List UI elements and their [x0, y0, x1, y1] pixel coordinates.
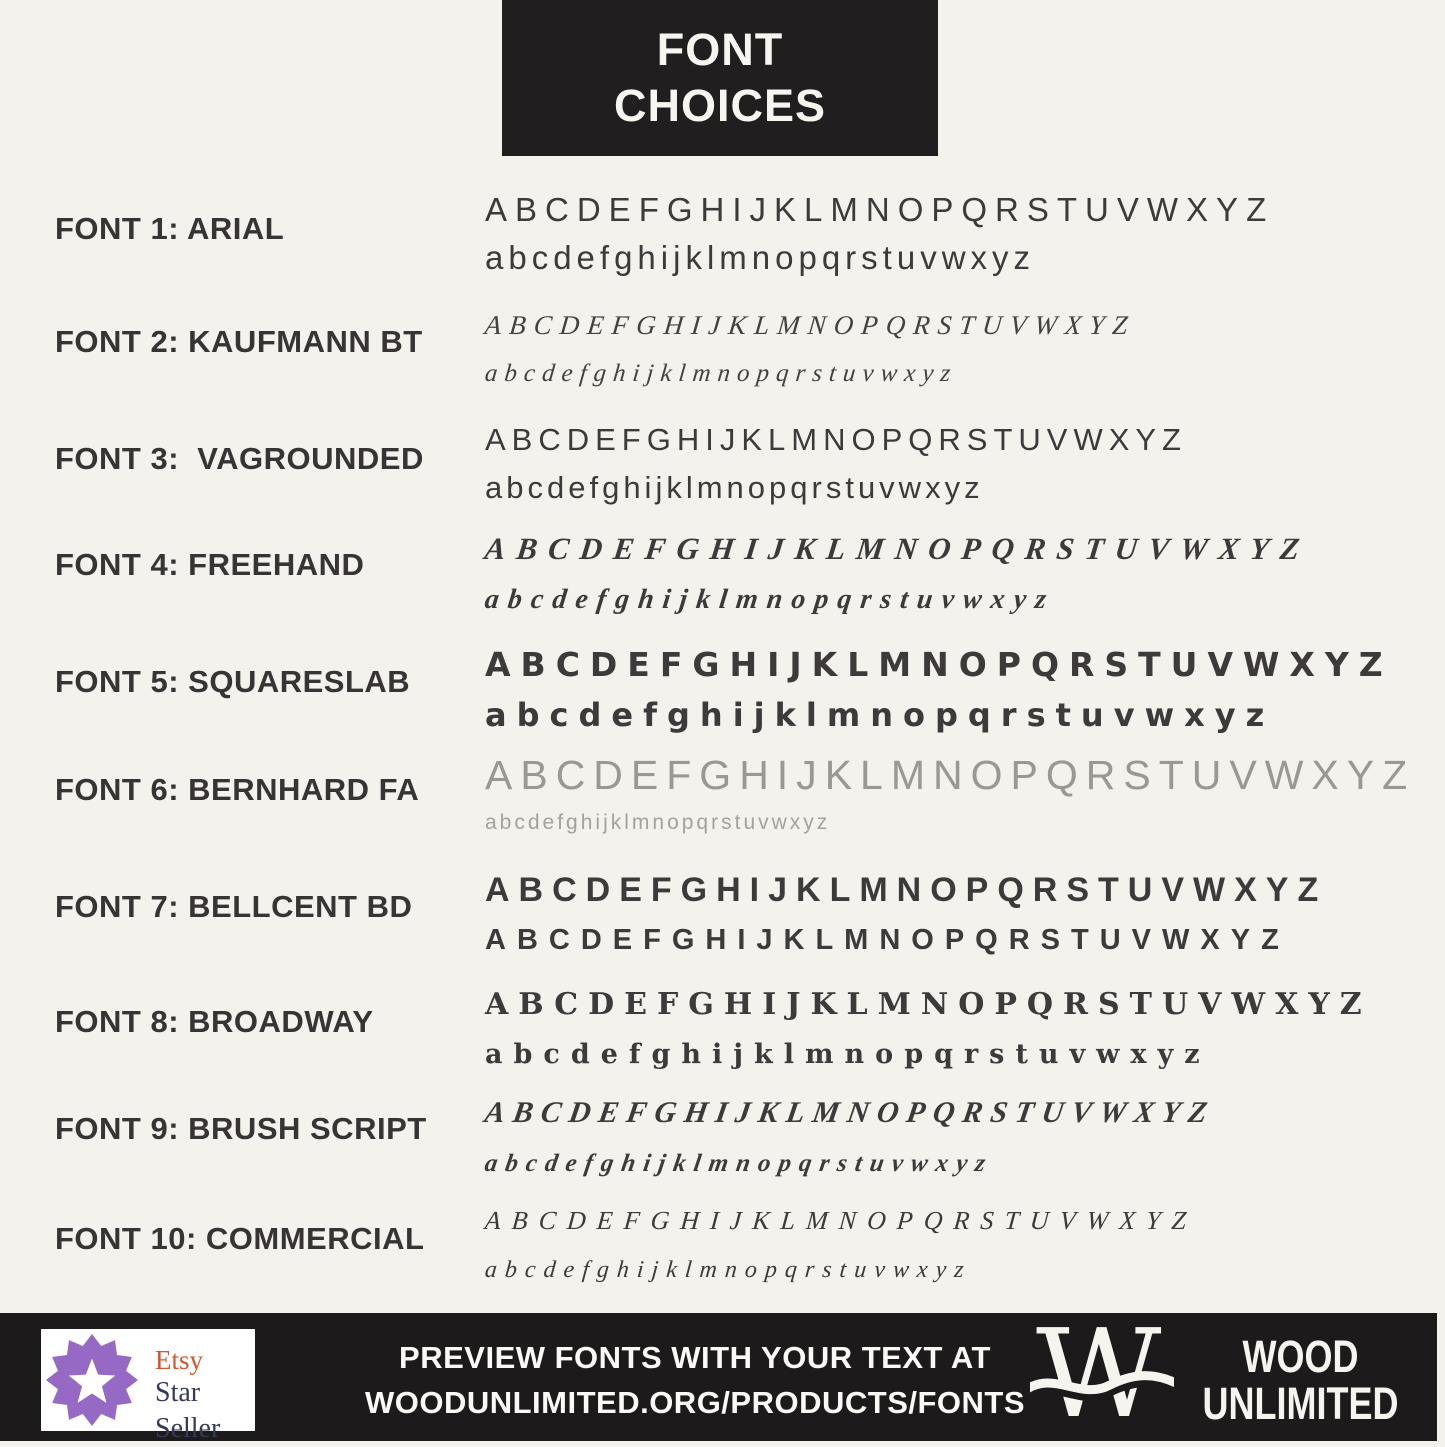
sample-uppercase: ABCDEFGHIJKLMNOPQRSTUVWXYZ	[482, 1096, 1218, 1129]
font-samples	[485, 979, 1372, 1079]
font-label: FONT 9: BRUSH SCRIPT	[55, 1111, 427, 1146]
star-seller-badge-icon	[46, 1334, 138, 1426]
wood-unlimited-wordmark	[1178, 1333, 1423, 1427]
sample-uppercase: ABCDEFGHIJKLMNOPQRSTUVWXYZ	[485, 987, 1372, 1022]
wood-unlimited-monogram	[1036, 1303, 1168, 1445]
promo-line-2: WOODUNLIMITED.ORG/PRODUCTS/FONTS	[364, 1385, 1026, 1420]
sample-lowercase: abcdefghijklmnopqrstuvwxyz	[485, 1039, 1211, 1070]
font-samples	[485, 864, 1327, 964]
wordmark-line-2: UNLIMITED	[1202, 1378, 1399, 1429]
font-samples	[483, 299, 1138, 397]
sample-lowercase: abcdefghijklmnopqrstuvwxyz	[483, 584, 1057, 615]
font-samples	[485, 416, 1187, 512]
font-samples	[485, 747, 1415, 843]
sample-lowercase: abcdefghijklmnopqrstuvwxyz	[483, 360, 959, 387]
etsy-star-seller-card	[41, 1329, 255, 1444]
title-line-2: CHOICES	[613, 80, 827, 131]
sample-uppercase: ABCDEFGHIJKLMNOPQRSTUVWXYZ	[485, 645, 1393, 684]
wordmark-line-1: WOOD	[1242, 1331, 1359, 1382]
sample-uppercase: ABCDEFGHIJKLMNOPQRSTUVWXYZ	[483, 1206, 1199, 1235]
etsy-badge-text	[155, 1345, 255, 1447]
font-label: FONT 2: KAUFMANN BT	[55, 324, 423, 359]
font-samples	[482, 522, 1313, 624]
promo-line-1: PREVIEW FONTS WITH YOUR TEXT AT	[399, 1340, 991, 1375]
font-label: FONT 10: COMMERCIAL	[55, 1221, 425, 1256]
star-seller-label: Star Seller	[155, 1377, 221, 1444]
sample-lowercase: abcdefghijklmnopqrstuvwxyz	[483, 1257, 973, 1283]
w-monogram-letter: W	[1036, 1303, 1162, 1445]
sample-lowercase: abcdefghijklmnopqrstuvwxyz	[485, 470, 984, 505]
title-banner	[502, 0, 938, 156]
footer-bar	[0, 1303, 1437, 1445]
font-samples	[482, 1086, 1218, 1188]
sample-uppercase: ABCDEFGHIJKLMNOPQRSTUVWXYZ	[485, 422, 1187, 457]
title-line-1: FONT	[656, 24, 784, 75]
sample-uppercase: ABCDEFGHIJKLMNOPQRSTUVWXYZ	[482, 531, 1313, 566]
sample-lowercase: abcdefghijklmnopqrstuvwxyz	[482, 1150, 996, 1177]
font-label: FONT 4: FREEHAND	[55, 547, 365, 582]
sample-lowercase: abcdefghijklmnopqrstuvwxyz	[485, 696, 1275, 734]
font-label: FONT 3: VAGROUNDED	[55, 441, 424, 476]
sample-uppercase: ABCDEFGHIJKLMNOPQRSTUVWXYZ	[485, 191, 1275, 228]
sample-lowercase: abcdefghijklmnopqrstuvwxyz	[485, 239, 1036, 276]
promo-text	[330, 1335, 1060, 1425]
font-label: FONT 8: BROADWAY	[55, 1004, 374, 1039]
font-label: FONT 5: SQUARESLAB	[55, 664, 411, 699]
sample-uppercase: ABCDEFGHIJKLMNOPQRSTUVWXYZ	[485, 752, 1416, 798]
font-label: FONT 1: ARIAL	[55, 211, 285, 246]
wood-unlimited-logo	[1036, 1303, 1423, 1445]
sample-uppercase: ABCDEFGHIJKLMNOPQRSTUVWXYZ	[483, 310, 1138, 340]
sample-lowercase: abcdefghijklmnopqrstuvwxyz	[485, 811, 831, 834]
sample-uppercase: ABCDEFGHIJKLMNOPQRSTUVWXYZ	[485, 871, 1328, 909]
font-label: FONT 7: BELLCENT BD	[55, 889, 413, 924]
sample-uppercase-small: ABCDEFGHIJKLMNOPQRSTUVWXYZ	[485, 924, 1290, 956]
logo-swoosh-icon	[1030, 1325, 1174, 1429]
font-samples	[485, 186, 1274, 282]
etsy-brand-label: Etsy	[155, 1345, 204, 1375]
font-samples	[485, 639, 1393, 739]
font-label: FONT 6: BERNHARD FA	[55, 772, 420, 807]
font-samples	[485, 1196, 1197, 1294]
